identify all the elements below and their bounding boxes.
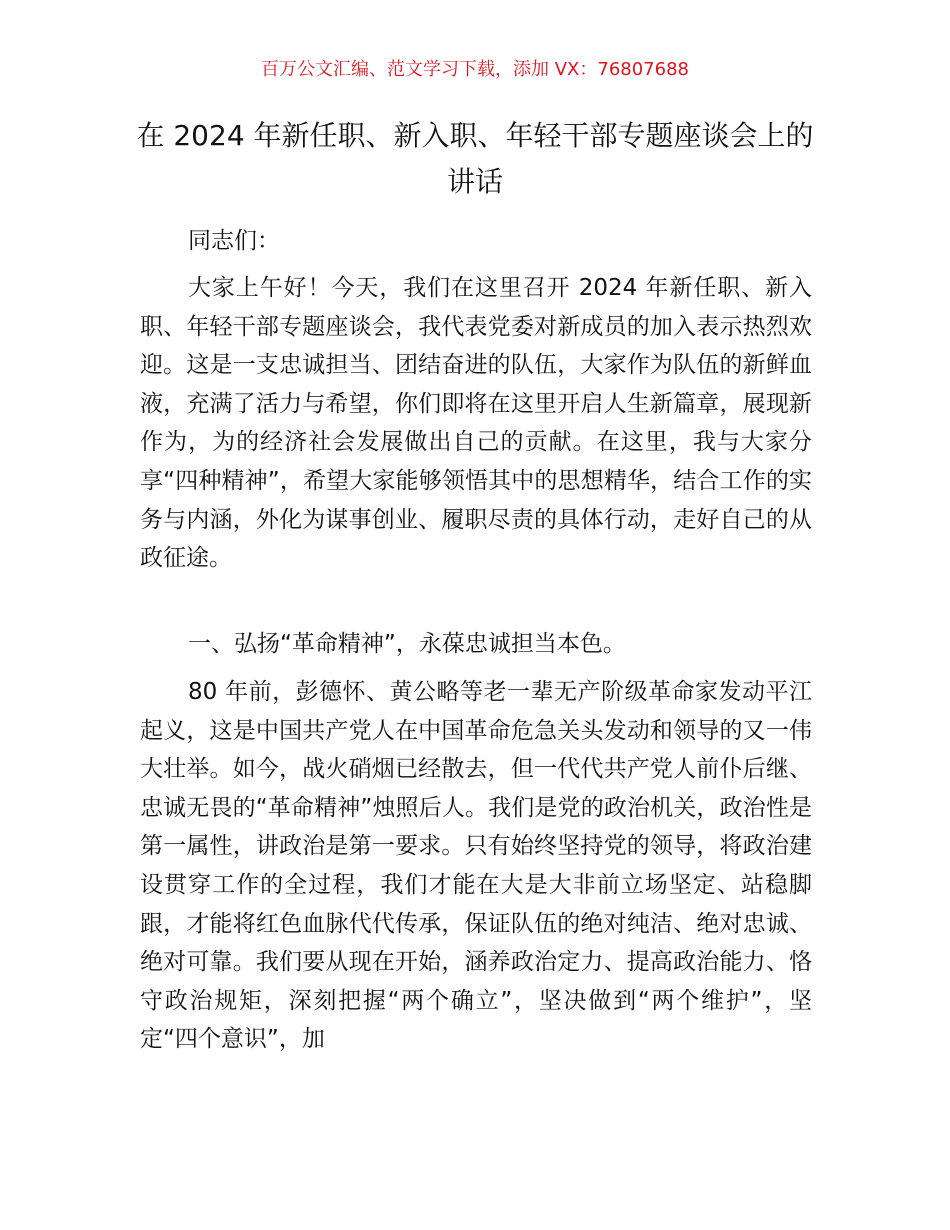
section-heading: 一、弘扬“革命精神”，永葆忠诚担当本色。 bbox=[188, 631, 626, 657]
greeting-text: 同志们： bbox=[188, 228, 280, 254]
section-heading-block bbox=[140, 625, 812, 664]
section-paragraph: 80 年前，彭德怀、黄公略等老一辈无产阶级革命家发动平江起义，这是中国共产党人在中国革命危急关头发动和领导的又一伟大壮举。如今，战火硝烟已经散去，但一代代共产党人前仆后继、忠诚无畏的“革命精神”烛照后人。我们是党的政治机关，政治性是第一属性，讲政治是第一要求。只有始终坚持党的领导，将政治建设贯穿工作的全过程，我们才能在大是大非前立场坚定、站稳脚跟，才能将红色血脉代代传承，保证队伍的绝对纯洁、绝对忠诚、绝对可靠。我们要从现在开始，涵养政治定力、提高政治能力、恪守政治规矩，深刻把握“两个确立”，坚决做到“两个维护”，坚定“四个意识”，加 bbox=[140, 679, 812, 1053]
greeting-block bbox=[140, 222, 812, 261]
intro-block bbox=[140, 269, 812, 578]
section-body-block bbox=[140, 673, 812, 1059]
intro-paragraph: 大家上午好！今天，我们在这里召开 2024 年新任职、新入职、年轻干部专题座谈会，我代表党委对新成员的加入表示热烈欢迎。这是一支忠诚担当、团结奋进的队伍，大家作为队伍的新鲜血液，充满了活力与希望，你们即将在这里开启人生新篇章，展现新作为，为的经济社会发展做出自己的贡献。在这里，我与大家分享“四种精神”，希望大家能够领悟其中的思想精华，结合工作的实务与内涵，外化为谋事创业、履职尽责的具体行动，走好自己的从政征途。 bbox=[140, 275, 812, 572]
document-title: 在 2024 年新任职、新入职、年轻干部专题座谈会上的讲话 bbox=[136, 119, 814, 198]
watermark-banner: 百万公文汇编、范文学习下载，添加 VX：76807688 bbox=[261, 59, 689, 80]
